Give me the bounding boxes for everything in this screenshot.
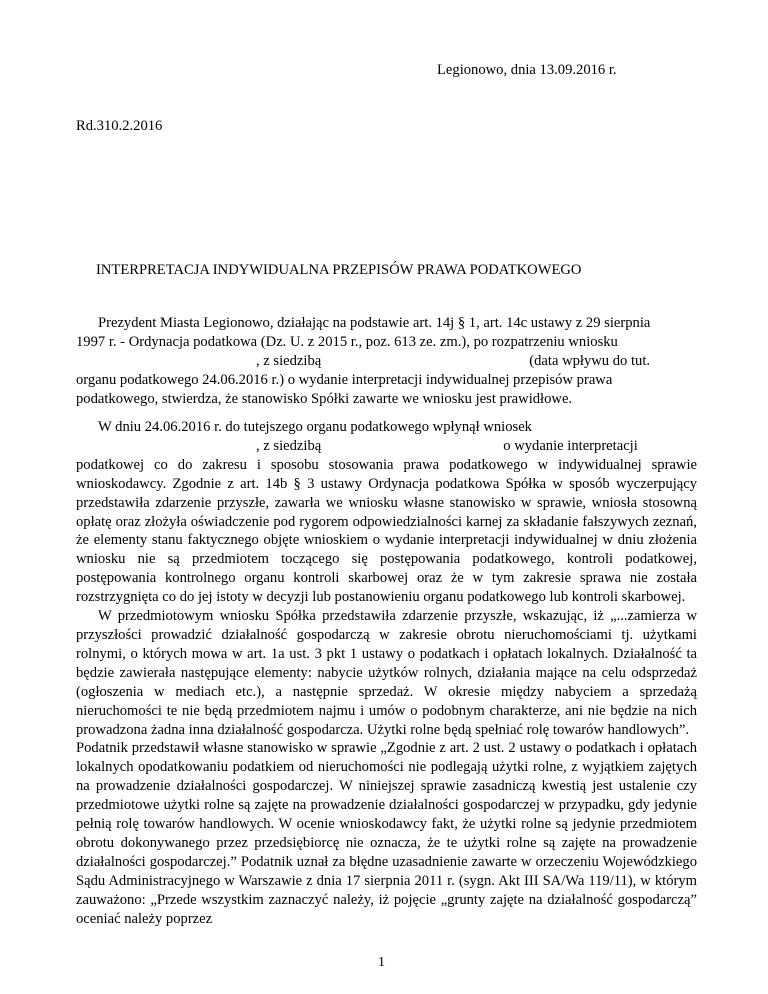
body-line-1: W dniu 24.06.2016 r. do tutejszego organu podatkowego wpłynął wniosek (98, 419, 532, 435)
reference-number: Rd.310.2.2016 (76, 118, 163, 134)
place-and-date: Legionowo, dnia 13.09.2016 r. (437, 62, 617, 78)
intro-receipt-date: (data wpływu do tut. (529, 352, 651, 369)
body-paragraph-2: W przedmiotowym wniosku Spółka przedstawiła zdarzenie przyszłe, wskazując, iż „...zamierza w przyszłości prowadzić działalność gospodarczą w zakresie obrotu nieruchomościami tj. użytkami rolnymi, o których mowa w art. 1a ust. 3 pkt 1 ustawy o podatkach i opłatach lokalnych. Działalność ta będzie zawierała następujące elementy: nabycie użytków rolnych, działania mające na celu odsprzedaż (ogłoszenia w mediach etc.), a następnie sprzedaż. W okresie między nabyciem a sprzedażą nieruchomości te nie będą przedmiotem najmu i umów o podobnym charakterze, ani nie będzie na nich prowadzona żadna inna działalność gospodarcza. Użytki rolne będą spełniać rolę towarów handlowych”. (76, 608, 697, 738)
body-line-2 (76, 437, 697, 456)
intro-seat-label: , z siedzibą (256, 352, 322, 369)
intro-line-5: podatkowego, stwierdza, że stanowisko Spółki zawarte we wniosku jest prawidłowe. (76, 390, 573, 407)
body-text (76, 418, 697, 928)
body-seat-label: , z siedzibą (256, 437, 322, 454)
intro-line-3 (76, 352, 697, 371)
intro-paragraph (76, 314, 697, 409)
intro-line-2: 1997 r. - Ordynacja podatkowa (Dz. U. z 2015 r., poz. 613 ze. zm.), po rozpatrzeniu wniosku (76, 333, 618, 350)
body-paragraph-3: Podatnik przedstawił własne stanowisko w sprawie „Zgodnie z art. 2 ust. 2 ustawy o podatkach i opłatach lokalnych opodatkowaniu podatkiem od nieruchomości nie podlegają użytki rolne, z wyjątkiem zajętych na prowadzenie działalności gospodarczej. W niniejszej sprawie zasadniczą kwestią jest ustalenie czy przedmiotowe użytki rolne są zajęte na prowadzenie działalności gospodarczej w przypadku, gdy jedynie pełnią rolę towarów handlowych. W ocenie wnioskodawcy fakt, że użytki rolne są jedynie przedmiotem obrotu dokonywanego przez przedsiębiorcę nie oznacza, że te użytki rolne są zajęte na prowadzenie działalności gospodarczej.” Podatnik uznał za błędne uzasadnienie zawarte w orzeczeniu Wojewódzkiego Sądu Administracyjnego w Warszawie z dnia 17 sierpnia 2011 r. (sygn. Akt III SA/Wa 119/11), w którym zauważono: „Przede wszystkim zaznaczyć należy, iż pojęcie „grunty zajęte na działalność gospodarczą” oceniać należy poprzez (76, 740, 697, 927)
document-title: INTERPRETACJA INDYWIDUALNA PRZEPISÓW PRAWA PODATKOWEGO (96, 262, 582, 278)
intro-line-1: Prezydent Miasta Legionowo, działając na podstawie art. 14j § 1, art. 14c ustawy z 29 sierpnia (98, 315, 651, 331)
body-paragraph-1-rest: podatkowej co do zakresu i sposobu stosowania prawa podatkowego w indywidualnej sprawie wnioskodawcy. Zgodnie z art. 14b § 3 ustawy Ordynacja podatkowa Spółka w sposób wyczerpujący przedstawiła zdarzenie przyszłe, zawarła we wniosku własne stanowisko w sprawie, wniosła stosowną opłatę oraz złożyła oświadczenie pod rygorem odpowiedzialności karnej za składanie fałszywych zeznań, że elementy stanu faktycznego objęte wnioskiem o wydanie interpretacji indywidualnej w dniu złożenia wniosku nie są przedmiotem toczącego się postępowania podatkowego, kontroli podatkowej, postępowania kontrolnego organu kontroli skarbowej oraz że w tym zakresie sprawa nie została rozstrzygnięta co do jej istoty w decyzji lub postanowieniu organu podatkowego lub kontroli skarbowej. (76, 456, 697, 606)
body-request-label: o wydanie interpretacji (503, 437, 638, 454)
page-number: 1 (378, 955, 385, 970)
intro-line-4: organu podatkowego 24.06.2016 r.) o wydanie interpretacji indywidualnej przepisów prawa (76, 371, 613, 388)
